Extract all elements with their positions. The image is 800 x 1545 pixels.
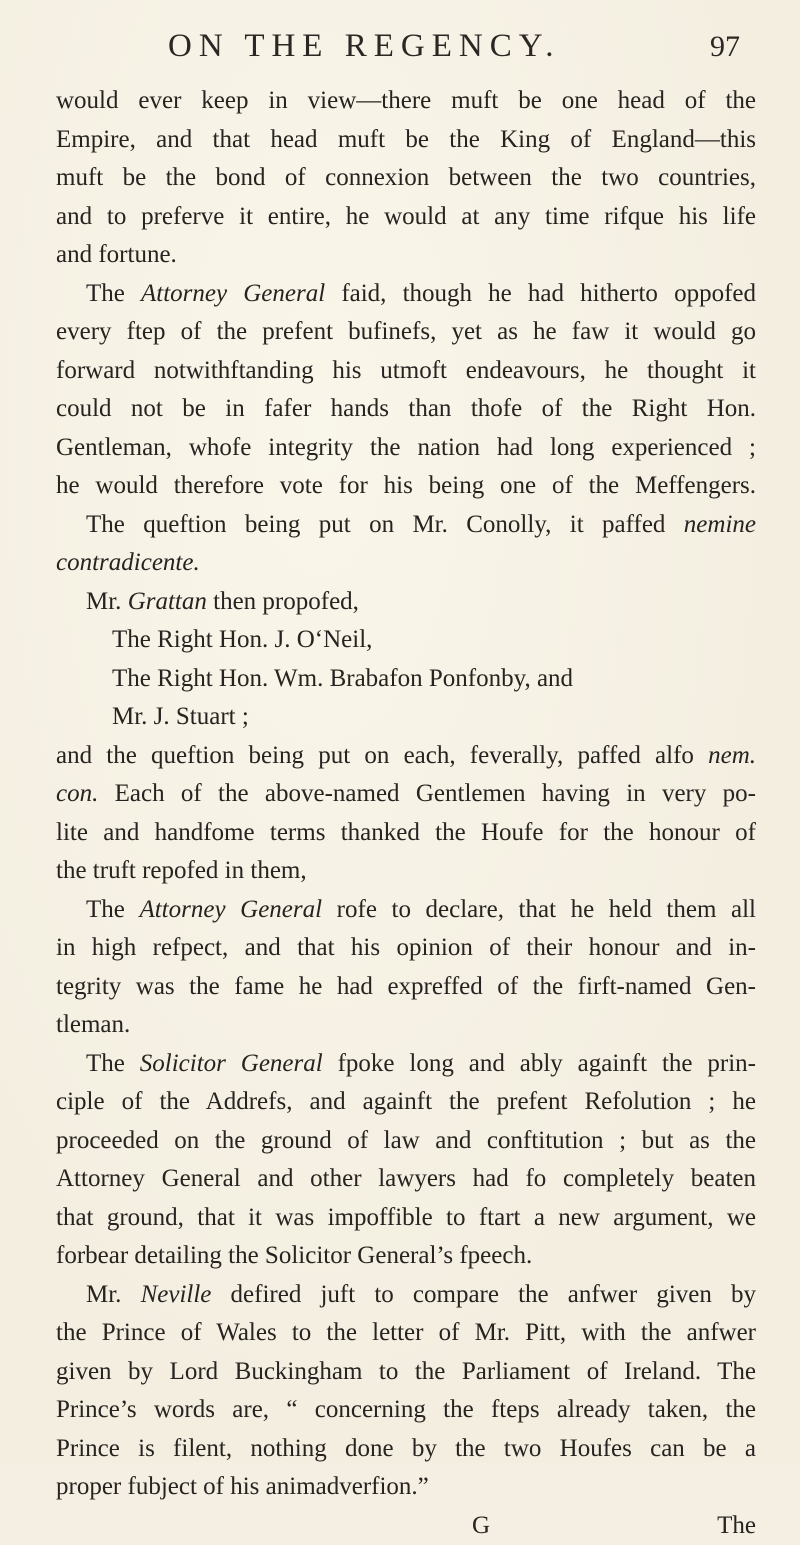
text-segment: that ground, that it was impoffible to ftart a new argument, we bbox=[56, 1204, 756, 1231]
italic-text: Neville bbox=[141, 1281, 212, 1308]
text-segment: muft be the bond of connexion between the two countries, bbox=[56, 164, 756, 191]
text-line bbox=[56, 1430, 756, 1469]
text-segment: the Prince of Wales to the letter of Mr. Pitt, with the anfwer bbox=[56, 1319, 756, 1346]
text-segment: Mr. bbox=[86, 588, 128, 615]
text-line bbox=[56, 275, 756, 314]
text-line bbox=[56, 660, 756, 699]
text-segment: The bbox=[86, 280, 141, 307]
text-line bbox=[56, 506, 756, 545]
text-segment: The bbox=[86, 1050, 140, 1077]
text-line bbox=[56, 1237, 756, 1276]
text-segment: and the queftion being put on each, feverally, paffed alfo bbox=[56, 742, 708, 769]
text-line bbox=[56, 1160, 756, 1199]
italic-text: Solicitor General bbox=[140, 1050, 323, 1077]
text-line bbox=[56, 544, 756, 583]
text-segment: defired juft to compare the anfwer given by bbox=[211, 1281, 756, 1308]
text-segment: Mr. J. Stuart ; bbox=[112, 703, 249, 730]
text-line bbox=[56, 236, 756, 275]
text-segment: would ever keep in view—there muft be one head of the bbox=[56, 87, 756, 114]
text-segment: tleman. bbox=[56, 1011, 130, 1038]
text-line bbox=[56, 313, 756, 352]
text-segment: proceeded on the ground of law and conftitution ; but as the bbox=[56, 1127, 756, 1154]
text-segment: The Right Hon. J. O‘Neil, bbox=[112, 626, 372, 653]
body-text bbox=[56, 82, 756, 1545]
text-line bbox=[56, 698, 756, 737]
text-line bbox=[56, 891, 756, 930]
text-line bbox=[56, 1122, 756, 1161]
text-segment: Prince is filent, nothing done by the two Houfes can be a bbox=[56, 1435, 756, 1462]
text-segment: The queftion being put on Mr. Conolly, it paffed bbox=[86, 511, 684, 538]
text-segment: lite and handfome terms thanked the Houfe for the honour of bbox=[56, 819, 756, 846]
text-segment: ciple of the Addrefs, and againft the prefent Refolution ; he bbox=[56, 1088, 756, 1115]
footer-line bbox=[56, 1507, 756, 1545]
text-segment: faid, though he had hitherto oppofed bbox=[325, 280, 756, 307]
text-segment: in high refpect, and that his opinion of their honour and in- bbox=[56, 934, 756, 961]
text-line bbox=[56, 1199, 756, 1238]
text-line bbox=[56, 1045, 756, 1084]
italic-text: nem. bbox=[708, 742, 756, 769]
text-segment: Attorney General and other lawyers had fo completely beaten bbox=[56, 1165, 756, 1192]
text-line bbox=[56, 621, 756, 660]
text-line bbox=[56, 82, 756, 121]
text-line bbox=[56, 775, 756, 814]
text-segment: every ftep of the prefent bufinefs, yet as he faw it would go bbox=[56, 318, 756, 345]
page-header bbox=[0, 28, 800, 76]
text-line bbox=[56, 121, 756, 160]
text-line bbox=[56, 737, 756, 776]
text-segment: forbear detailing the Solicitor General’s fpeech. bbox=[56, 1242, 532, 1269]
text-segment: The bbox=[86, 896, 139, 923]
text-segment: and to preferve it entire, he would at any time rifque his life bbox=[56, 203, 756, 230]
italic-text: Attorney General bbox=[139, 896, 322, 923]
text-line bbox=[56, 968, 756, 1007]
text-line bbox=[56, 1391, 756, 1430]
text-segment: Empire, and that head muft be the King of England—this bbox=[56, 126, 756, 153]
text-line bbox=[56, 1083, 756, 1122]
italic-text: con. bbox=[56, 780, 98, 807]
text-segment: rofe to declare, that he held them all bbox=[322, 896, 756, 923]
page-number: 97 bbox=[710, 30, 740, 64]
text-line bbox=[56, 1006, 756, 1045]
text-segment: the truft repofed in them, bbox=[56, 857, 307, 884]
text-line bbox=[56, 429, 756, 468]
text-segment: forward notwithftanding his utmoft endeavours, he thought it bbox=[56, 357, 756, 384]
text-segment: he would therefore vote for his being one of the Meffengers. bbox=[56, 472, 756, 499]
text-segment: tegrity was the fame he had expreffed of the firft-named Gen- bbox=[56, 973, 756, 1000]
text-line bbox=[56, 198, 756, 237]
text-segment: then propofed, bbox=[207, 588, 359, 615]
signature-mark: G bbox=[472, 1507, 490, 1545]
text-segment: Gentleman, whofe integrity the nation had long experienced ; bbox=[56, 434, 756, 461]
text-line bbox=[56, 1276, 756, 1315]
text-line bbox=[56, 814, 756, 853]
text-segment: Each of the above-named Gentlemen having in very po- bbox=[98, 780, 756, 807]
text-line bbox=[56, 1353, 756, 1392]
text-segment: and fortune. bbox=[56, 241, 177, 268]
italic-text: nemine bbox=[684, 511, 756, 538]
italic-text: Grattan bbox=[128, 588, 207, 615]
text-segment: fpoke long and ably againft the prin- bbox=[323, 1050, 756, 1077]
catchword: The bbox=[717, 1507, 756, 1545]
text-line bbox=[56, 390, 756, 429]
text-line bbox=[56, 352, 756, 391]
text-line bbox=[56, 583, 756, 622]
text-segment: Mr. bbox=[86, 1281, 141, 1308]
text-segment: could not be in fafer hands than thofe of the Right Hon. bbox=[56, 395, 756, 422]
text-segment: given by Lord Buckingham to the Parliament of Ireland. The bbox=[56, 1358, 756, 1385]
text-line bbox=[56, 1314, 756, 1353]
text-segment: proper fubject of his animadverfion.” bbox=[56, 1473, 429, 1500]
text-line bbox=[56, 852, 756, 891]
running-title: ON THE REGENCY. bbox=[168, 28, 561, 65]
text-line bbox=[56, 929, 756, 968]
italic-text: contradicente. bbox=[56, 549, 200, 576]
text-line bbox=[56, 159, 756, 198]
text-line bbox=[56, 1468, 756, 1507]
text-segment: The Right Hon. Wm. Brabafon Ponfonby, and bbox=[112, 665, 573, 692]
text-segment: Prince’s words are, “ concerning the fteps already taken, the bbox=[56, 1396, 756, 1423]
italic-text: Attorney General bbox=[141, 280, 325, 307]
text-line bbox=[56, 467, 756, 506]
